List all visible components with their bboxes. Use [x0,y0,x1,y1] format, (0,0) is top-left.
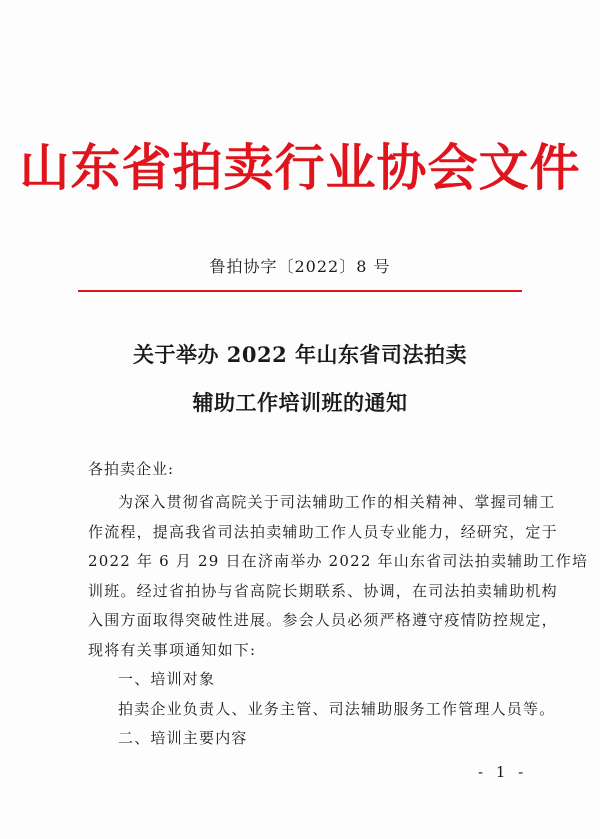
addressee: 各拍卖企业: [88,460,175,478]
paragraph-line: 现将有关事项通知如下: [88,640,257,659]
notice-title-line-1: 关于举办 2022 年山东省司法拍卖 [132,342,468,367]
notice-title-line-2: 辅助工作培训班的通知 [192,390,408,415]
section-2-heading: 二、培训主要内容 [118,729,248,747]
section-1-heading: 一、培训对象 [118,670,216,688]
paragraph-line: 作流程，提高我省司法拍卖辅助工作人员专业能力，经研究，定于 [88,522,558,541]
red-divider-line [78,290,522,292]
body-text [88,488,589,754]
page-number: - 1 - [478,763,528,781]
org-header-title: 山东省拍卖行业协会文件 [19,138,581,197]
paragraph-line: 2022 年 6 月 29 日在济南举办 2022 年山东省司法拍卖辅助工作培 [88,552,589,570]
document-number: 鲁拍协字〔2022〕8 号 [209,257,391,276]
paragraph-line: 为深入贯彻省高院关于司法辅助工作的相关精神、掌握司辅工 [118,493,556,511]
paragraph-line: 训班。经过省拍协与省高院长期联系、协调，在司法拍卖辅助机构 [88,581,558,600]
paragraph-line: 入围方面取得突破性进展。参会人员必须严格遵守疫情防控规定， [88,611,558,629]
section-1-text: 拍卖企业负责人、业务主管、司法辅助服务工作管理人员等。 [118,699,556,718]
